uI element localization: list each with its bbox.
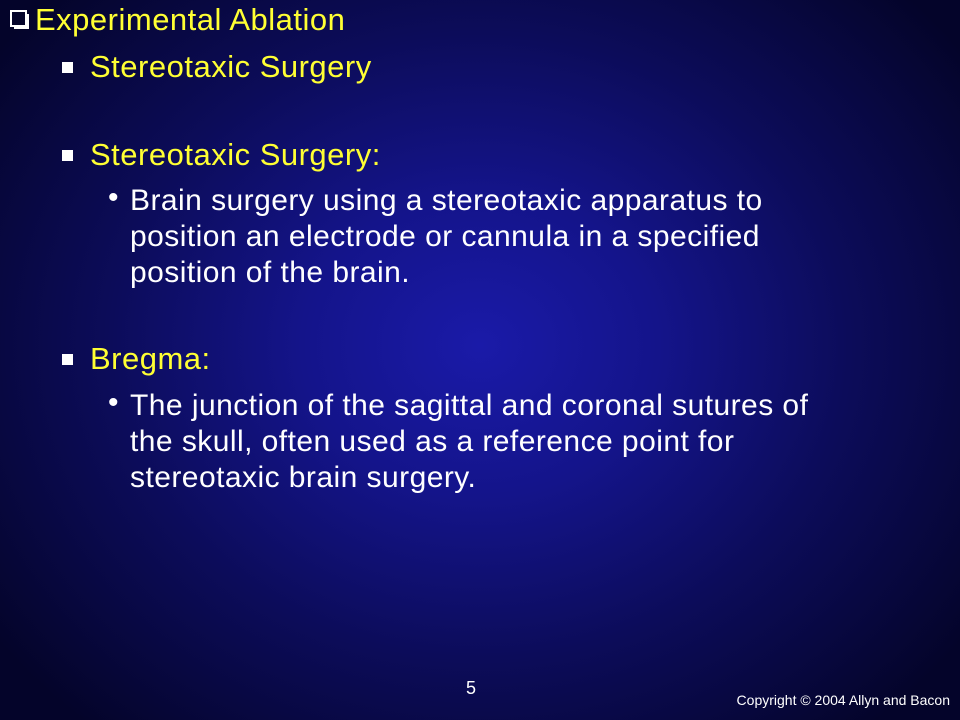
definition-line: stereotaxic brain surgery. xyxy=(130,461,477,494)
subtopic-label: Stereotaxic Surgery xyxy=(90,49,372,84)
term-heading: Bregma: xyxy=(90,341,211,376)
definition-line: Brain surgery using a stereotaxic apparatus to xyxy=(130,184,763,217)
term-heading: Stereotaxic Surgery: xyxy=(90,137,381,172)
copyright-notice: Copyright © 2004 Allyn and Bacon xyxy=(736,692,950,708)
section-title: Experimental Ablation xyxy=(35,2,346,37)
square-bullet-icon xyxy=(62,150,73,161)
page-number: 5 xyxy=(466,678,477,698)
dot-bullet-icon: • xyxy=(108,181,119,214)
definition-line: position of the brain. xyxy=(130,256,411,289)
hollow-square-bullet-icon xyxy=(10,10,27,27)
square-bullet-icon xyxy=(62,62,73,73)
square-bullet-icon xyxy=(62,354,73,365)
definition-line: position an electrode or cannula in a specified xyxy=(130,220,760,253)
definition-line: the skull, often used as a reference point for xyxy=(130,425,735,458)
dot-bullet-icon: • xyxy=(108,386,119,419)
definition-line: The junction of the sagittal and coronal sutures of xyxy=(130,389,809,422)
